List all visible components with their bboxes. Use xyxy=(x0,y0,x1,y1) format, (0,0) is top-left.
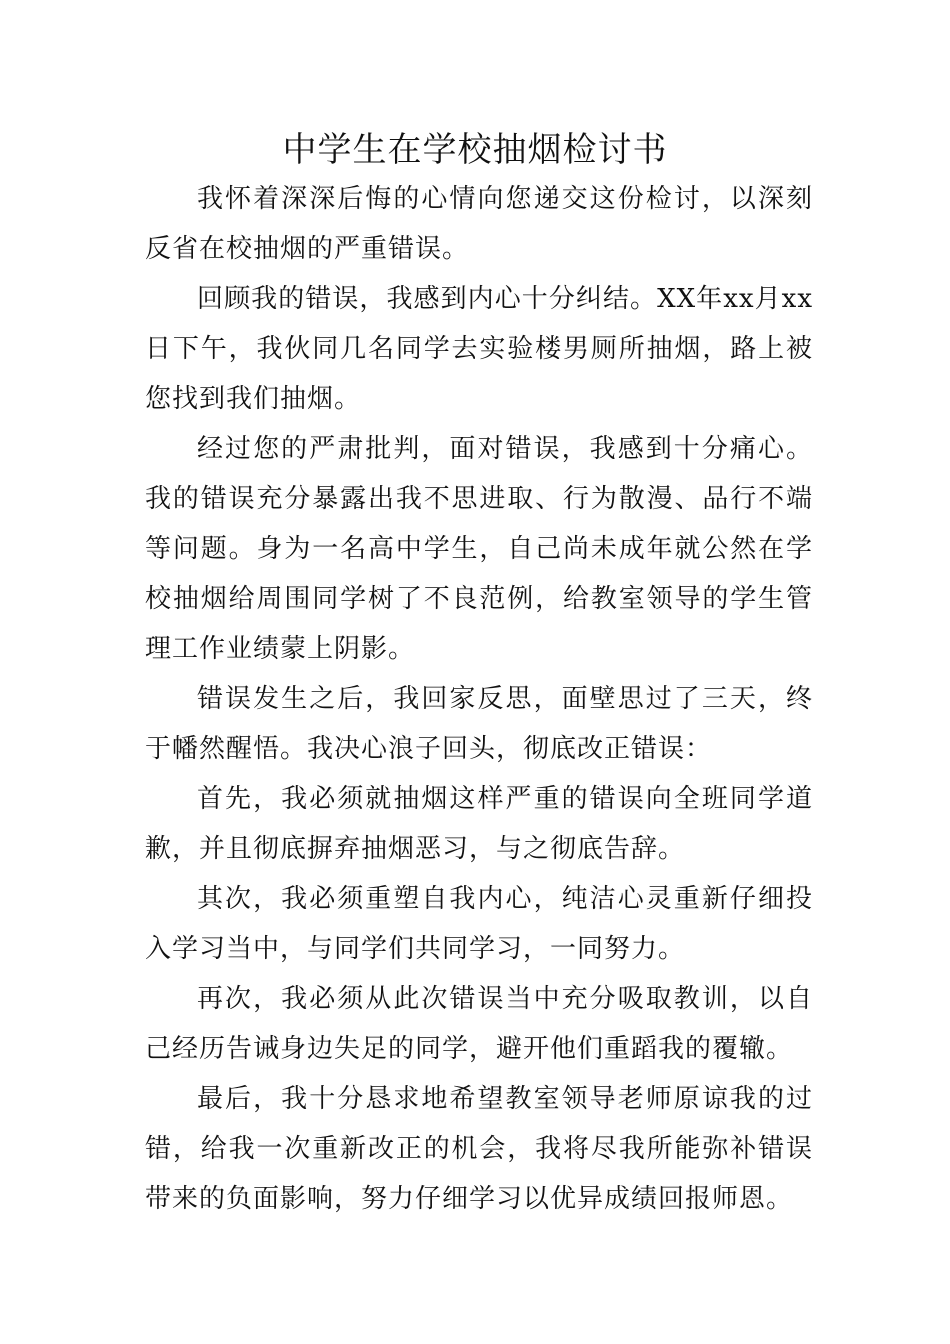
paragraph-2: 回顾我的错误，我感到内心十分纠结。XX年xx月xx日下午，我伙同几名同学去实验楼男厕所抽烟，路上被您找到我们抽烟。 xyxy=(145,284,813,414)
paragraph-4: 错误发生之后，我回家反思，面壁思过了三天，终于幡然醒悟。我决心浪子回头，彻底改正错误： xyxy=(145,684,813,764)
paragraph-1: 我怀着深深后悔的心情向您递交这份检讨，以深刻反省在校抽烟的严重错误。 xyxy=(145,184,813,264)
paragraph-6: 其次，我必须重塑自我内心，纯洁心灵重新仔细投入学习当中，与同学们共同学习，一同努力。 xyxy=(145,884,813,964)
document-title: 中学生在学校抽烟检讨书 xyxy=(282,130,668,170)
document-body xyxy=(145,174,813,1224)
paragraph-7: 再次，我必须从此次错误当中充分吸取教训，以自己经历告诫身边失足的同学，避开他们重蹈我的覆辙。 xyxy=(145,984,813,1064)
paragraph-3: 经过您的严肃批判，面对错误，我感到十分痛心。我的错误充分暴露出我不思进取、行为散漫、品行不端等问题。身为一名高中学生，自己尚未成年就公然在学校抽烟给周围同学树了不良范例，给教室领导的学生管理工作业绩蒙上阴影。 xyxy=(145,434,813,664)
paragraph-5: 首先，我必须就抽烟这样严重的错误向全班同学道歉，并且彻底摒弃抽烟恶习，与之彻底告辞。 xyxy=(145,784,813,864)
paragraph-8: 最后，我十分恳求地希望教室领导老师原谅我的过错，给我一次重新改正的机会，我将尽我所能弥补错误带来的负面影响，努力仔细学习以优异成绩回报师恩。 xyxy=(145,1084,813,1214)
